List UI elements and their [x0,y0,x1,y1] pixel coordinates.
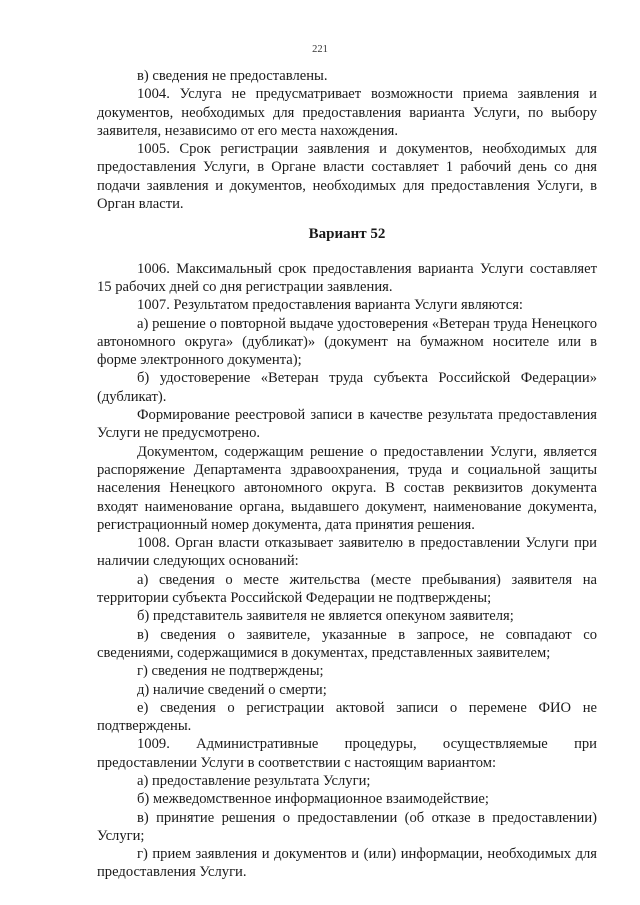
list-item-1009-v: в) принятие решения о предоставлении (об отказе в предоставлении) Услуги; [97,809,597,844]
list-item-1008-d: д) наличие сведений о смерти; [137,681,327,698]
paragraph-registry-record: Формирование реестровой записи в качестве результата предоставления Услуги не предусмотрено. [97,407,597,442]
document-body [97,67,597,882]
list-item-1009-g: г) прием заявления и документов и (или) информации, необходимых для предоставления Услуги. [97,846,597,881]
section-heading-variant-52: Вариант 52 [308,226,386,243]
paragraph-decision-document: Документом, содержащим решение о предоставлении Услуги, является распоряжение Департамента здравоохранения, труда и социальной защиты населения Ненецкого автономного округа. В состав реквизитов документа входят наименование органа, выдавшего документ, наименование документа, регистрационный номер документа, дата принятия решения. [97,443,597,533]
paragraph-1008: 1008. Орган власти отказывает заявителю в предоставлении Услуги при наличии следующих оснований: [97,535,597,570]
paragraph-1009: 1009. Административные процедуры, осуществляемые при предоставлении Услуги в соответствии с настоящим вариантом: [97,736,597,771]
paragraph-1006: 1006. Максимальный срок предоставления варианта Услуги составляет 15 рабочих дней со дня регистрации заявления. [97,260,597,295]
list-item-1008-g: г) сведения не подтверждены; [137,663,324,680]
paragraph-1005: 1005. Срок регистрации заявления и документов, необходимых для предоставления Услуги, в Органе власти составляет 1 рабочий день со дня подачи заявления и документов, необходимых для предоставления Услуги, в Орган власти. [97,141,597,213]
list-item-1008-a: а) сведения о месте жительства (месте пребывания) заявителя на территории субъекта Российской Федерации не подтверждены; [97,571,597,607]
list-item-1009-a: а) предоставление результата Услуги; [137,772,371,789]
list-item-1008-b: б) представитель заявителя не является опекуном заявителя; [137,608,514,625]
list-item-1009-b: б) межведомственное информационное взаимодействие; [137,791,489,808]
list-item-1007-b: б) удостоверение «Ветеран труда субъекта Российской Федерации» (дубликат). [97,370,597,405]
list-item-1008-e: е) сведения о регистрации актовой записи о перемене ФИО не подтверждены. [97,699,597,735]
page-number: 221 [312,44,328,55]
paragraph-1007: 1007. Результатом предоставления варианта Услуги являются: [137,297,523,314]
paragraph-1004: 1004. Услуга не предусматривает возможности приема заявления и документов, необходимых для предоставления варианта Услуги, по выбору заявителя, независимо от его места нахождения. [97,86,597,139]
list-item-1007-a: а) решение о повторной выдаче удостоверения «Ветеран труда Ненецкого автономного округа» (дубликат)» (документ на бумажном носителе или в форме электронного документа); [97,315,597,369]
paragraph-item-v-not-provided: в) сведения не предоставлены. [137,68,328,84]
list-item-1008-v: в) сведения о заявителе, указанные в запросе, не совпадают со сведениями, содержащимися в документах, представленных заявителем; [97,626,597,661]
